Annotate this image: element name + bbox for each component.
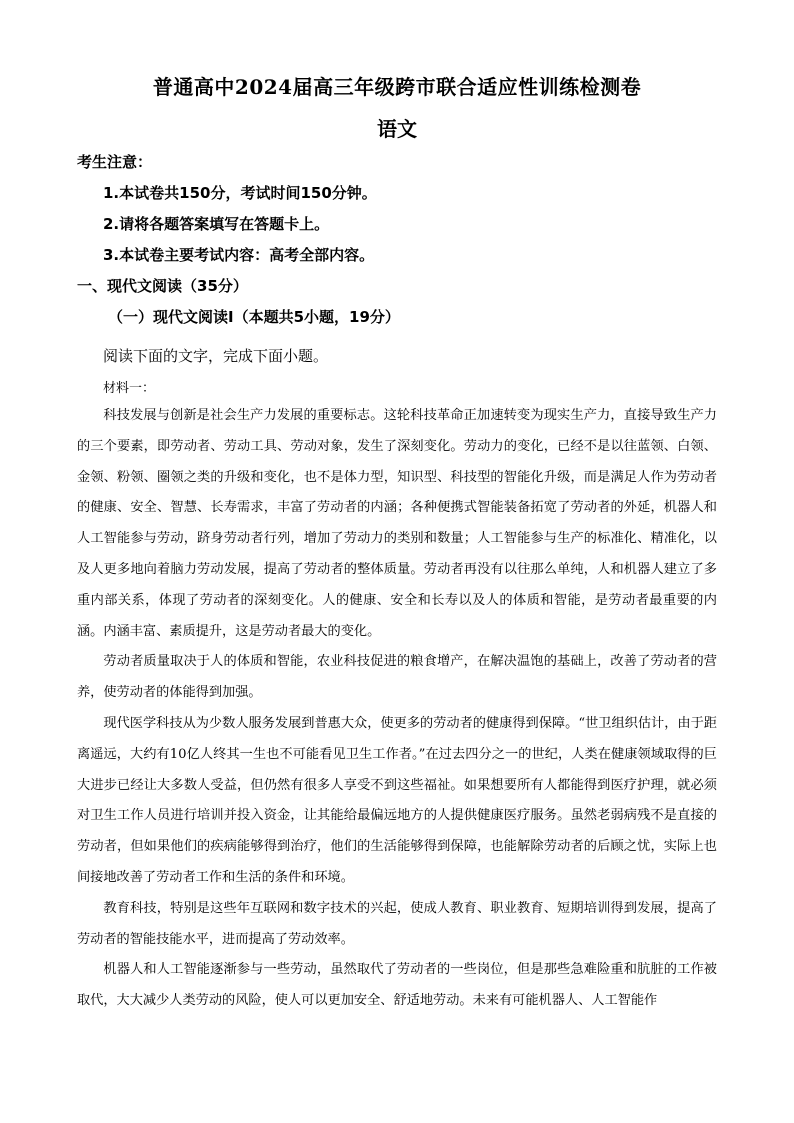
paragraph: 科技发展与创新是社会生产力发展的重要标志。这轮科技革命正加速转变为现实生产力，直接导致生产力的三个要素，即劳动者、劳动工具、劳动对象，发生了深刻变化。劳动力的变化，已经不是以往蓝领、白领、金领、粉领、圈领之类的升级和变化，也不是体力型，知识型、科技型的智能化升级，而是满足人作为劳动者的健康、安全、智慧、长寿需求，丰富了劳动者的内涵；各种便携式智能装备拓宽了劳动者的外延，机器人和人工智能参与劳动，跻身劳动者行列，增加了劳动力的类别和数量；人工智能参与生产的标准化、精准化，以及人更多地向着脑力劳动发展，提高了劳动者的整体质量。劳动者再没有以往那么单纯，人和机器人建立了多重内部关系，体现了劳动者的深刻变化。人的健康、安全和长寿以及人的体质和智能，是劳动者最重要的内涵。内涵丰富、素质提升，这是劳动者最大的变化。 [77,408,717,639]
notice-item-3: 3.本试卷主要考试内容：高考全部内容。 [103,246,375,264]
material-body [77,401,717,1017]
paragraph: 机器人和人工智能逐渐参与一些劳动，虽然取代了劳动者的一些岗位，但是那些急难险重和肮脏的工作被取代，大大减少人类劳动的风险，使人可以更加安全、舒适地劳动。未来有可能机器人、人工智能作 [77,962,717,1009]
paragraph: 劳动者质量取决于人的体质和智能，农业科技促进的粮食增产，在解决温饱的基础上，改善了劳动者的营养，使劳动者的体能得到加强。 [77,654,717,701]
subject-title: 语文 [377,117,417,141]
subsection-heading: （一）现代文阅读Ⅰ（本题共5小题，19分） [108,308,400,326]
paragraph: 教育科技，特别是这些年互联网和数字技术的兴起，使成人教育、职业教育、短期培训得到发展，提高了劳动者的智能技能水平，进而提高了劳动效率。 [77,900,717,947]
notice-item-2: 2.请将各题答案填写在答题卡上。 [103,215,330,233]
paragraph: 现代医学科技从为少数人服务发展到普惠大众，使更多的劳动者的健康得到保障。“世卫组织估计，由于距离遥远，大约有10亿人终其一生也不可能看见卫生工作者。”在过去四分之一的世纪，人类在健康领域取得的巨大进步已经让大多数人受益，但仍然有很多人享受不到这些福祉。如果想要所有人都能得到医疗护理，就必须对卫生工作人员进行培训并投入资金，让其能给最偏远地方的人提供健康医疗服务。虽然老弱病残不是直接的劳动者，但如果他们的疾病能够得到治疗，他们的生活能够得到保障，也能解除劳动者的后顾之忧，实际上也间接地改善了劳动者工作和生活的条件和环境。 [77,715,717,885]
exam-title: 普通高中2024届高三年级跨市联合适应性训练检测卷 [152,75,642,99]
notice-item-1: 1.本试卷共150分，考试时间150分钟。 [103,184,377,202]
material-label: 材料一： [103,381,156,396]
notice-heading: 考生注意： [77,153,153,171]
reading-instruction: 阅读下面的文字，完成下面小题。 [103,347,329,365]
section-heading: 一、现代文阅读（35分） [77,277,248,295]
